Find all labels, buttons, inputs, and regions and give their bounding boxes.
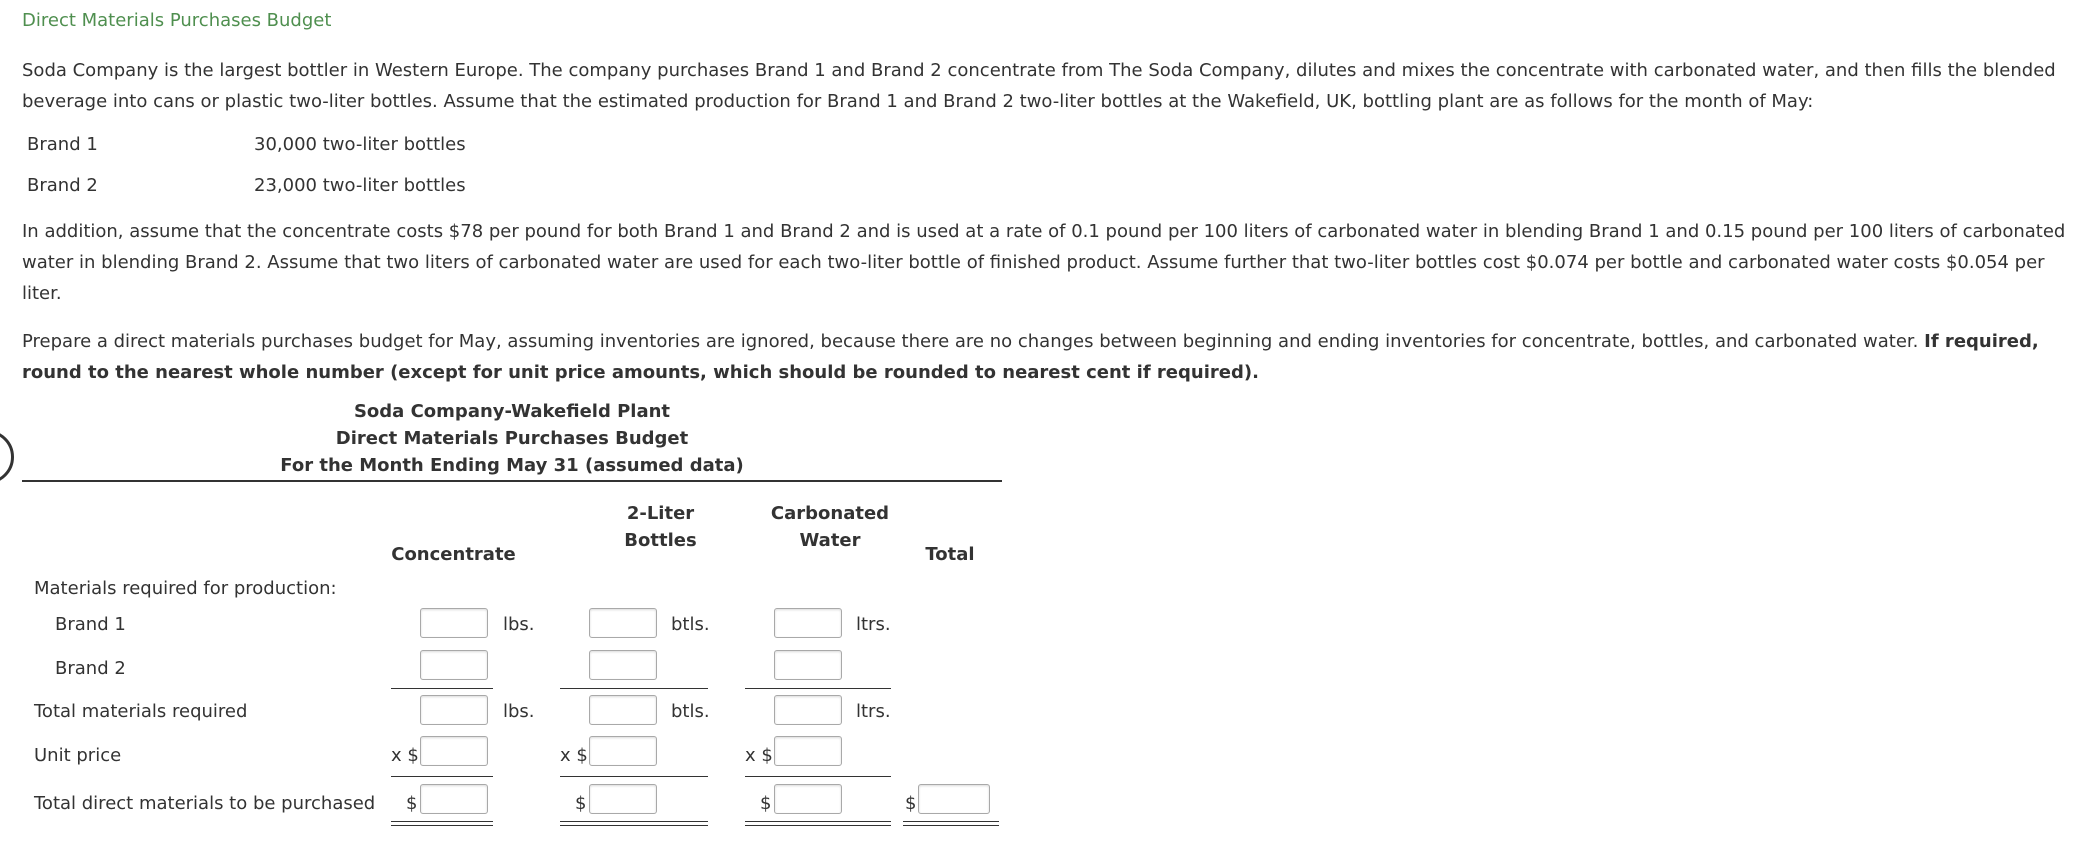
concentrate-unit-price-input[interactable] — [420, 736, 488, 766]
column-header-concentrate: Concentrate — [391, 544, 516, 565]
dollar-sign-bottles: $ — [575, 793, 587, 814]
instruction-bold-text: If required, — [1924, 331, 2039, 352]
instruction-line-2: round to the nearest whole number (except for unit price amounts, which should be rounded to nearest cent if required). — [22, 362, 1259, 383]
budget-header-period: For the Month Ending May 31 (assumed data) — [280, 455, 744, 476]
column-header-total: Total — [925, 544, 975, 565]
header-rule — [22, 480, 1002, 482]
column-header-bottles-line-1: 2-Liter — [626, 503, 695, 524]
total-cost-input[interactable] — [918, 784, 990, 814]
bottles-total-cost-input[interactable] — [589, 784, 657, 814]
bottles-total-required-input[interactable] — [589, 695, 657, 725]
column-header-water-line-2: Water — [799, 530, 861, 551]
production-brand-2-quantity: 23,000 two-liter bottles — [254, 175, 466, 196]
unit-lbs-total: lbs. — [503, 701, 535, 722]
dollar-sign-concentrate: $ — [406, 793, 418, 814]
bottles-unit-price-input[interactable] — [589, 736, 657, 766]
budget-header-title: Direct Materials Purchases Budget — [335, 428, 689, 449]
unit-ltrs-brand-1: ltrs. — [856, 614, 891, 635]
dollar-sign-total: $ — [905, 793, 917, 814]
water-brand-1-input[interactable] — [774, 608, 842, 638]
bottles-brand-1-input[interactable] — [589, 608, 657, 638]
page-title: Direct Materials Purchases Budget — [22, 10, 332, 31]
concentrate-total-cost-input[interactable] — [420, 784, 488, 814]
decorative-circle — [0, 430, 14, 484]
double-rule-concentrate-bottom — [391, 825, 493, 826]
assumptions-line-1: In addition, assume that the concentrate costs $78 per pound for both Brand 1 and Brand 2 and is used at a rate of 0.1 pound per 100 liters of carbonated water in blending Brand 1 and 0.15 pound per 100 liters of carbonated — [22, 221, 2066, 242]
column-header-water-line-1: Carbonated — [770, 503, 890, 524]
concentrate-brand-1-input[interactable] — [420, 608, 488, 638]
unit-btls-total: btls. — [671, 701, 710, 722]
concentrate-brand-2-input[interactable] — [420, 650, 488, 680]
water-total-cost-input[interactable] — [774, 784, 842, 814]
times-dollar-water: x $ — [745, 745, 773, 766]
production-brand-1-label: Brand 1 — [27, 134, 98, 155]
row-label-total-purchased: Total direct materials to be purchased — [34, 793, 376, 814]
water-brand-2-input[interactable] — [774, 650, 842, 680]
assumptions-line-2: water in blending Brand 2. Assume that two liters of carbonated water are used for each two-liter bottle of finished product. Assume further that two-liter bottles cost $0.074 per bottle and carbonated water costs $0.054 per — [22, 252, 2045, 273]
times-dollar-bottles: x $ — [560, 745, 588, 766]
double-rule-concentrate-top — [391, 821, 493, 822]
concentrate-total-required-input[interactable] — [420, 695, 488, 725]
row-label-unit-price: Unit price — [34, 745, 122, 766]
production-brand-2-label: Brand 2 — [27, 175, 98, 196]
instruction-line-1 — [22, 326, 2039, 357]
column-header-bottles-line-2: Bottles — [624, 530, 697, 551]
double-rule-water-bottom — [745, 825, 891, 826]
water-unit-price-input[interactable] — [774, 736, 842, 766]
subtotal-rule-bottles — [560, 688, 708, 689]
double-rule-bottles-bottom — [560, 825, 708, 826]
row-label-brand-2: Brand 2 — [55, 658, 126, 679]
bottles-brand-2-input[interactable] — [589, 650, 657, 680]
production-brand-1-quantity: 30,000 two-liter bottles — [254, 134, 466, 155]
dollar-sign-water: $ — [760, 793, 772, 814]
double-rule-total-bottom — [903, 825, 999, 826]
row-label-total-required: Total materials required — [34, 701, 248, 722]
subtotal-rule-concentrate — [391, 688, 493, 689]
row-label-brand-1: Brand 1 — [55, 614, 126, 635]
unit-ltrs-total: ltrs. — [856, 701, 891, 722]
price-rule-bottles — [560, 776, 708, 777]
double-rule-water-top — [745, 821, 891, 822]
double-rule-total-top — [903, 821, 999, 822]
intro-paragraph-line-1: Soda Company is the largest bottler in Western Europe. The company purchases Brand 1 and Brand 2 concentrate from The Soda Company, dilutes and mixes the concentrate with carbonated water, and then fills the blended — [22, 60, 2056, 81]
subtotal-rule-water — [745, 688, 891, 689]
assumptions-line-3: liter. — [22, 283, 62, 304]
price-rule-concentrate — [391, 776, 493, 777]
price-rule-water — [745, 776, 891, 777]
times-dollar-concentrate: x $ — [391, 745, 419, 766]
row-label-materials-required: Materials required for production: — [34, 578, 337, 599]
unit-btls-brand-1: btls. — [671, 614, 710, 635]
double-rule-bottles-top — [560, 821, 708, 822]
intro-paragraph-line-2: beverage into cans or plastic two-liter bottles. Assume that the estimated production for Brand 1 and Brand 2 two-liter bottles at the Wakefield, UK, bottling plant are as follows for the month of May: — [22, 91, 1814, 112]
budget-header-company: Soda Company-Wakefield Plant — [353, 401, 671, 422]
instruction-normal-text: Prepare a direct materials purchases budget for May, assuming inventories are ignored, because there are no changes between beginning and ending inventories for concentrate, bottles, and carbonated water. — [22, 331, 1919, 352]
unit-lbs-brand-1: lbs. — [503, 614, 535, 635]
water-total-required-input[interactable] — [774, 695, 842, 725]
